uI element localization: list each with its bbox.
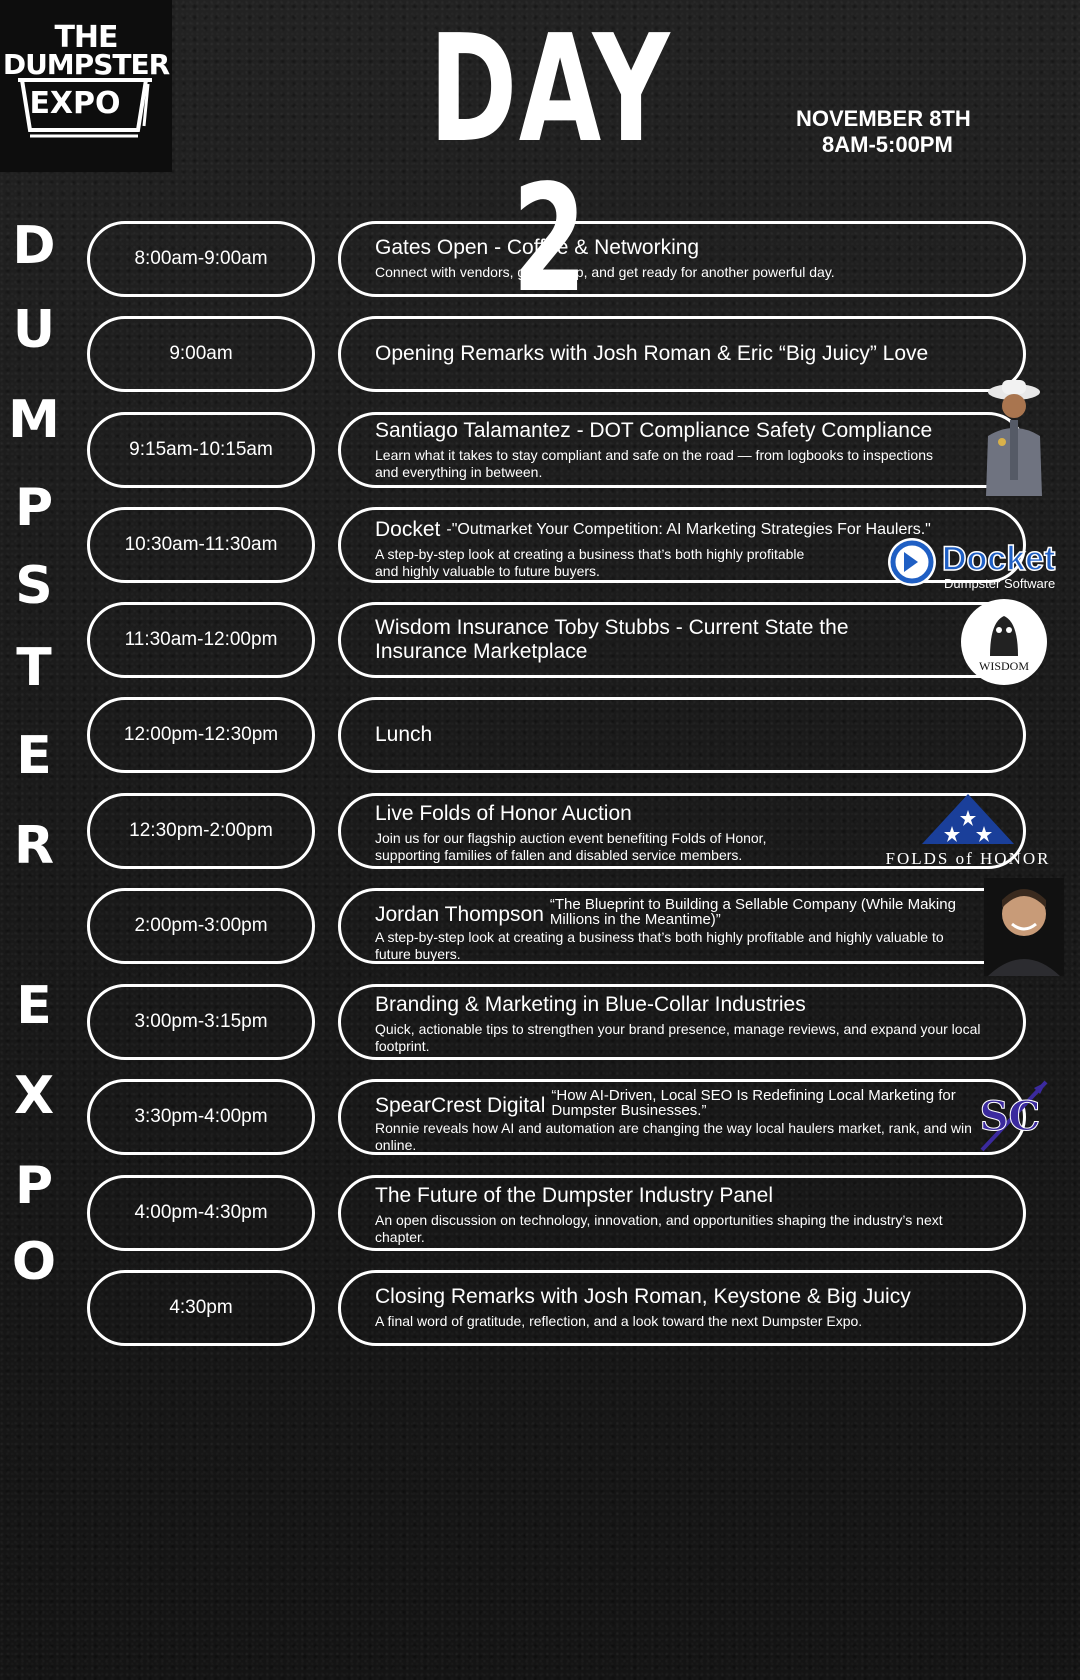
event-description: A step-by-step look at creating a business that’s both highly profitable and highly valuable to future buyers.	[375, 546, 805, 579]
vertical-letter: T	[16, 638, 52, 698]
event-title: Santiago Talamantez - DOT Compliance Safety Compliance	[375, 419, 933, 442]
time-slot: 12:00pm-12:30pm	[87, 697, 315, 773]
schedule-item	[338, 984, 1026, 1060]
schedule-item	[338, 888, 1026, 964]
vertical-letter: P	[14, 478, 54, 538]
event-hours: 8AM-5:00PM	[822, 132, 953, 157]
time-slot: 8:00am-9:00am	[87, 221, 315, 297]
time-slot: 4:00pm-4:30pm	[87, 1175, 315, 1251]
schedule-item	[338, 602, 1026, 678]
spearcrest-logo-text: SC	[979, 1093, 1041, 1140]
logo-text-expo: EXPO	[29, 86, 121, 121]
event-title: Closing Remarks with Josh Roman, Keystone & Big Juicy	[375, 1285, 911, 1308]
time-slot: 11:30am-12:00pm	[87, 602, 315, 678]
event-title: Lunch	[375, 723, 433, 746]
schedule-item	[338, 316, 1026, 392]
docket-logo	[884, 534, 1066, 592]
vertical-letter: X	[13, 1066, 55, 1126]
event-title: The Future of the Dumpster Industry Panel	[375, 1184, 774, 1207]
event-description: Join us for our flagship auction event benefiting Folds of Honor, supporting families of fallen and disabled service members.	[375, 830, 767, 863]
time-slot: 3:30pm-4:00pm	[87, 1079, 315, 1155]
time-slot: 4:30pm	[87, 1270, 315, 1346]
event-description: Ronnie reveals how AI and automation are changing the way local haulers market, rank, and win online.	[375, 1120, 972, 1153]
folds-of-honor-logo	[886, 792, 1050, 870]
event-title: Gates Open - Coffee & Networking	[375, 236, 700, 259]
logo-text-dumpster: DUMPSTER	[2, 48, 170, 81]
vertical-letter: M	[8, 390, 60, 450]
vertical-letter: P	[14, 1156, 54, 1216]
time-slot: 2:00pm-3:00pm	[87, 888, 315, 964]
vertical-letter: E	[16, 976, 52, 1036]
schedule-item	[338, 221, 1026, 297]
event-title: “The Blueprint to Building a Sellable Company (While Making Millions in the Meantime)”	[549, 896, 956, 928]
schedule-item	[338, 1175, 1026, 1251]
vertical-letter: S	[15, 556, 53, 616]
time-slot: 9:00am	[87, 316, 315, 392]
event-description: A final word of gratitude, reflection, and a look toward the next Dumpster Expo.	[375, 1313, 863, 1329]
vertical-letter: U	[12, 300, 56, 360]
speaker-name: SpearCrest Digital	[375, 1094, 546, 1117]
event-description: A step-by-step look at creating a business that’s both highly profitable and highly valuable to future buyers.	[375, 929, 944, 962]
vertical-letter: E	[16, 726, 52, 786]
event-description: An open discussion on technology, innovation, and opportunities shaping the industry’s next chapter.	[375, 1212, 943, 1245]
time-slot: 9:15am-10:15am	[87, 412, 315, 488]
vertical-letter: D	[12, 216, 56, 276]
event-description: Quick, actionable tips to strengthen your brand presence, manage reviews, and expand your local footprint.	[375, 1021, 981, 1054]
event-description: Connect with vendors, grab a cup, and get ready for another powerful day.	[375, 264, 835, 280]
folds-logo-text: FOLDS of HONOR	[886, 849, 1050, 868]
event-title: Live Folds of Honor Auction	[375, 802, 632, 825]
schedule-item	[338, 1270, 1026, 1346]
page-title: DAY 2	[428, 3, 672, 325]
schedule-item	[338, 697, 1026, 773]
speaker-photo-jordan	[984, 878, 1064, 976]
event-title: -"Outmarket Your Competition: AI Marketing Strategies For Haulers."	[446, 521, 931, 538]
event-description: Learn what it takes to stay compliant and safe on the road — from logbooks to inspections and everything in between.	[375, 447, 933, 480]
expo-logo	[0, 0, 172, 172]
time-slot: 10:30am-11:30am	[87, 507, 315, 583]
speaker-name: Jordan Thompson	[375, 903, 544, 926]
speaker-name: Docket	[375, 518, 441, 541]
schedule-item	[338, 412, 1026, 488]
spearcrest-logo	[976, 1078, 1050, 1154]
wisdom-logo-text: WISDOM	[979, 659, 1029, 673]
time-slot: 3:00pm-3:15pm	[87, 984, 315, 1060]
vertical-letter: R	[13, 816, 55, 876]
schedule-item	[338, 1079, 1026, 1155]
logo-text-the: THE	[54, 20, 118, 55]
time-slot: 12:30pm-2:00pm	[87, 793, 315, 869]
event-title: Branding & Marketing in Blue-Collar Industries	[375, 993, 806, 1016]
event-date: NOVEMBER 8TH	[796, 106, 971, 131]
docket-logo-name: Docket	[942, 540, 1056, 578]
vertical-letter: O	[11, 1232, 57, 1292]
event-title: Wisdom Insurance Toby Stubbs - Current State the Insurance Marketplace	[375, 616, 849, 663]
event-title: Opening Remarks with Josh Roman & Eric “Big Juicy” Love	[375, 342, 929, 365]
wisdom-insurance-logo	[960, 598, 1048, 686]
speaker-photo-santiago	[966, 376, 1056, 502]
event-title: “How AI-Driven, Local SEO Is Redefining Local Marketing for Dumpster Businesses.”	[551, 1087, 956, 1119]
docket-logo-sub: Dumpster Software	[944, 576, 1056, 591]
